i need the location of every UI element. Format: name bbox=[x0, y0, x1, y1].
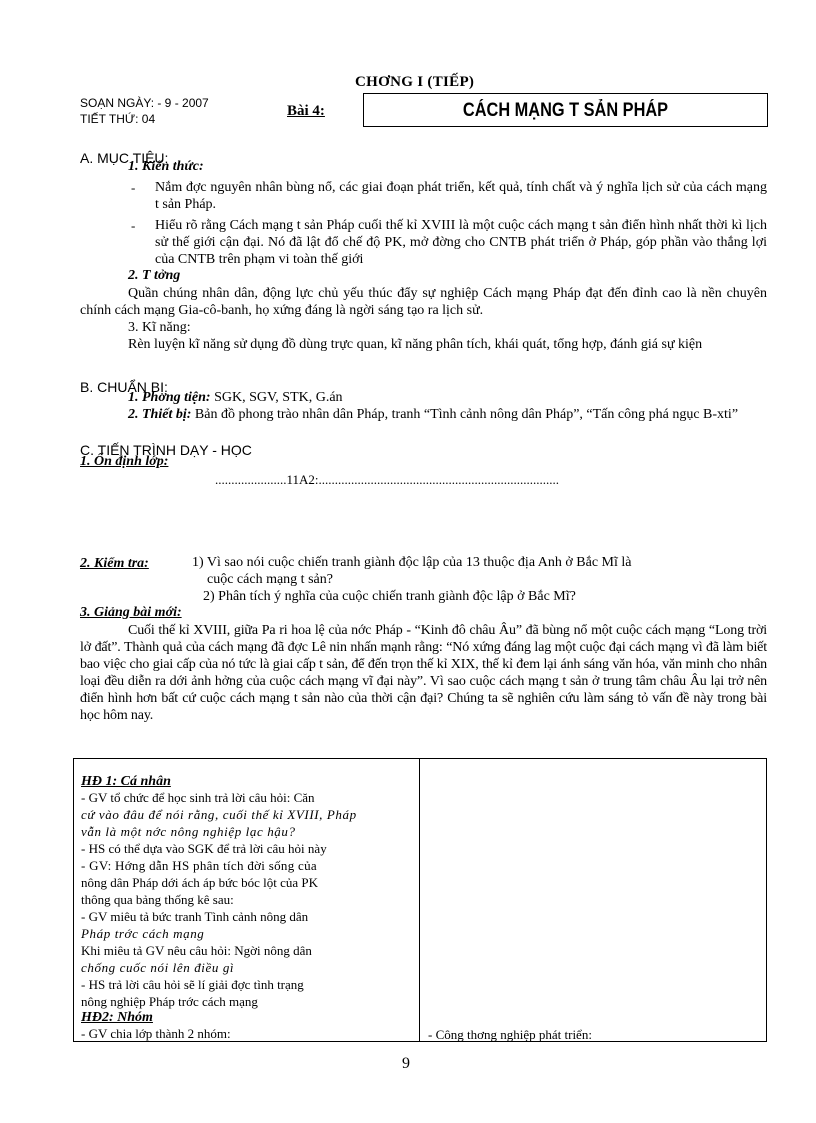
activity-line: cứ vào đâu để nói rằng, cuối thế kỉ XVIII, Pháp bbox=[81, 807, 357, 822]
knowledge-point-2: Hiểu rõ rằng Cách mạng t sản Pháp cuối thế kỉ XVIII là một cuộc cách mạng t sản điển hình nhất thời kì lịch sử thế giới cận đại. Nó đã lật đổ chế độ PK, mở đờng cho CNTB phát triển ở Pháp, góp phần vào thắng lợi của CNTB trên phạm vi toàn thế giới bbox=[155, 218, 767, 267]
bullet-dash: - bbox=[131, 180, 136, 195]
teacher-student-activity-cell bbox=[74, 759, 420, 1042]
activity-2-heading: HĐ2: Nhóm bbox=[81, 1010, 153, 1025]
lesson-title: CÁCH MẠNG T SẢN PHÁP bbox=[462, 100, 669, 121]
knowledge-point-1: Nắm đợc nguyên nhân bùng nổ, các giai đoạn phát triển, kết quả, tính chất và ý nghĩa lịch sử của cách mạng t sản Pháp. bbox=[155, 180, 767, 212]
class-line: ......................11A2:.......................................................................... bbox=[215, 472, 560, 487]
section-c-heading: C. TIẾN TRÌNH DẠY - HỌC bbox=[80, 442, 252, 458]
lesson-label: Bài 4: bbox=[287, 103, 325, 119]
page-number: 9 bbox=[402, 1055, 410, 1072]
activity-line: Pháp trớc cách mạng bbox=[81, 926, 205, 941]
section-a-heading: A. MỤC TIÊU: bbox=[80, 150, 169, 166]
equipment-label: 1. Phơng tiện: bbox=[128, 390, 211, 405]
skill-text: Rèn luyện kĩ năng sử dụng đồ dùng trực quan, kĩ năng phân tích, khái quát, tổng hợp, đánh giá sự kiện bbox=[128, 337, 703, 352]
check-label: 2. Kiểm tra: bbox=[80, 556, 149, 571]
activity-line: chống cuốc nói lên điều gì bbox=[81, 960, 235, 975]
new-lesson-label: 3. Giảng bài mới: bbox=[80, 605, 182, 620]
activity-line: - GV tổ chức để học sinh trả lời câu hỏi: Căn bbox=[81, 790, 315, 805]
activity-line: thông qua bảng thống kê sau: bbox=[81, 892, 234, 907]
activity-line: - GV: Hớng dẫn HS phân tích đời sống của bbox=[81, 858, 318, 873]
thought-heading: 2. T tởng bbox=[128, 268, 181, 283]
section-b-heading: B. CHUẨN BỊ: bbox=[80, 379, 168, 395]
activity-line: - GV chia lớp thành 2 nhóm: bbox=[81, 1026, 231, 1041]
date-line: SOẠN NGÀY: - 9 - 2007 bbox=[80, 96, 209, 110]
check-question-2: 2) Phân tích ý nghĩa của cuộc chiến tranh giành độc lập ở Bắc Mĩ? bbox=[203, 589, 576, 604]
lesson-title-box bbox=[363, 93, 768, 127]
equipment-text: SGK, SGV, STK, G.án bbox=[210, 390, 343, 405]
content-line: - Công thơng nghiệp phát triển: bbox=[428, 1027, 592, 1042]
activity-line: nông nghiệp Pháp trớc cách mạng bbox=[81, 994, 258, 1009]
activity-line: nông dân Pháp dới ách áp bức bóc lột của PK bbox=[81, 875, 319, 890]
devices-label: 2. Thiết bị: bbox=[128, 407, 192, 422]
activity-line: Khi miêu tả GV nêu câu hỏi: Ngời nông dân bbox=[81, 943, 312, 958]
bullet-dash: - bbox=[131, 218, 136, 233]
activity-line: - HS có thể dựa vào SGK để trả lời câu hỏi này bbox=[81, 841, 327, 856]
content-cell bbox=[420, 759, 767, 1042]
check-question-1a: 1) Vì sao nói cuộc chiến tranh giành độc lập của 13 thuộc địa Anh ở Bắc Mĩ là bbox=[192, 555, 632, 570]
thought-text: Quần chúng nhân dân, động lực chủ yếu thúc đẩy sự nghiệp Cách mạng Pháp đạt đến đỉnh cao là nền chuyên chính cách mạng Gia-cô-banh, họ xứng đáng là ngời sáng tạo ra lịch sử. bbox=[80, 286, 767, 318]
period-line: TIẾT THỨ: 04 bbox=[80, 112, 156, 126]
activity-line: - HS trả lời câu hỏi sẽ lí giải đợc tình trạng bbox=[81, 977, 304, 992]
intro-paragraph: Cuối thế kỉ XVIII, giữa Pa ri hoa lệ của nớc Pháp - “Kinh đô châu Âu” đã bùng nổ một cuộc cách mạng “Long trời lở đất”. Thành quả của cách mạng đã đợc Lê nin nhấn mạnh rằng: “Nó xứng đáng lag một cuộc đại cách mạng vì đã làm biết bao việc cho giai cấp của nó tức là giai cấp t sản, để đến trọn thế kỉ XIX, thế kỉ đem lại ánh sáng văn hóa, văn minh cho nhân loại đều diễn ra dới ảnh hởng của cuộc cách mạng vĩ đại này”. Vì sao cuộc cách mạng t sản ở trung tâm châu Âu lại trở nên điển hình hơn bất cứ cuộc cách mạng t sản nào của thời cận đại? Chúng ta sẽ nghiên cứu làm sáng tỏ vấn đề này trong bài học hôm nay. bbox=[80, 623, 767, 723]
chapter-heading: CHƠNG I (TIẾP) bbox=[355, 74, 475, 90]
activity-line: vẫn là một nớc nông nghiệp lạc hậu? bbox=[81, 824, 296, 839]
knowledge-heading: 1. Kiến thức: bbox=[128, 159, 204, 174]
equipment-line bbox=[128, 389, 343, 406]
activity-table bbox=[73, 758, 767, 1042]
devices-text: Bản đồ phong trào nhân dân Pháp, tranh “Tình cảnh nông dân Pháp”, “Tấn công phá ngục B-xti” bbox=[191, 407, 739, 422]
activity-1-heading: HĐ 1: Cá nhân bbox=[81, 774, 171, 789]
activity-line: - GV miêu tả bức tranh Tình cảnh nông dân bbox=[81, 909, 309, 924]
skill-heading: 3. Kĩ năng: bbox=[128, 320, 191, 335]
devices-line bbox=[80, 406, 767, 423]
check-question-1b: cuộc cách mạng t sản? bbox=[207, 572, 333, 587]
stabilize-label: 1. Ổn định lớp: bbox=[80, 454, 169, 469]
